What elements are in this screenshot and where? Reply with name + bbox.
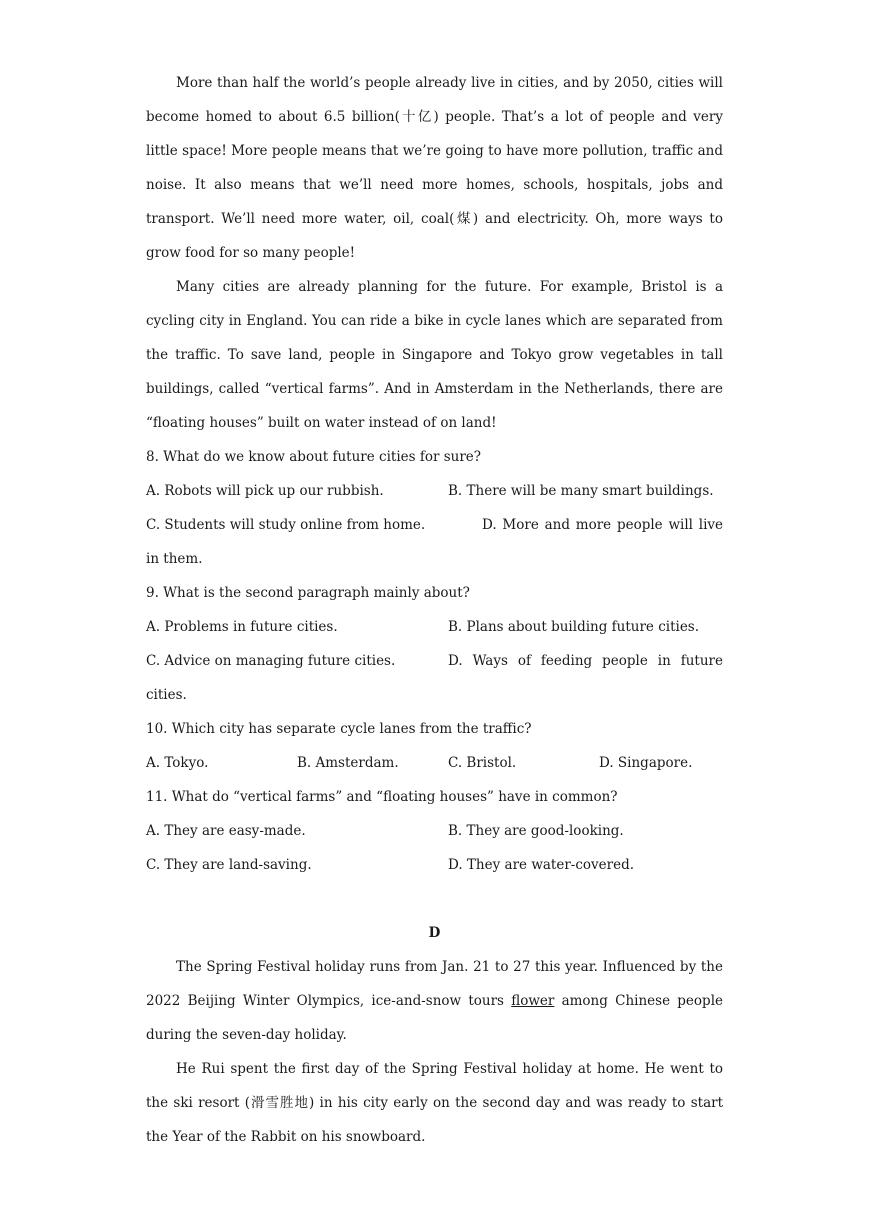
question-9-option-a: A. Problems in future cities. (146, 619, 338, 635)
question-8-option-a: A. Robots will pick up our rubbish. (146, 483, 384, 499)
passage-d-paragraph-1 (146, 950, 723, 1052)
question-10-stem: 10. Which city has separate cycle lanes from the traffic? (146, 721, 532, 737)
question-10-option-b: B. Amsterdam. (297, 755, 399, 771)
question-9-option-c: C. Advice on managing future cities. (146, 653, 396, 669)
passage-d-heading: D (428, 925, 441, 941)
passage-d-p1-after: among Chinese people during the seven-day holiday. (146, 993, 723, 1043)
question-11-stem: 11. What do “vertical farms” and “floating houses” have in common? (146, 789, 618, 805)
question-10-option-c: C. Bristol. (448, 755, 517, 771)
question-8-option-c: C. Students will study online from home. (146, 517, 426, 533)
question-10-options-row (146, 746, 723, 780)
passage-c-paragraph-1: More than half the world’s people already live in cities, and by 2050, cities will become homed to about 6.5 billion(十亿) people. That’s a lot of people and very little space! More people means that we’re going to have more pollution, traffic and noise. It also means that we’ll need more homes, schools, hospitals, jobs and transport. We’ll need more water, oil, coal(煤) and electricity. Oh, more ways to grow food for so many people! (146, 75, 723, 261)
question-11-option-b: B. They are good-looking. (448, 823, 624, 839)
passage-d-p1-before: The Spring Festival holiday runs from Jan. 21 to 27 this year. Influenced by the 2022 Beijing Winter Olympics, ice-and-snow tours (146, 959, 723, 1009)
passage-d-paragraph-2: He Rui spent the first day of the Spring Festival holiday at home. He went to the ski resort (滑雪胜地) in his city early on the second day and was ready to start the Year of the Rabbit on his snowboard. (146, 1061, 723, 1145)
question-9-stem: 9. What is the second paragraph mainly about? (146, 585, 470, 601)
question-8-options-row-1 (146, 474, 723, 508)
question-8-option-b: B. There will be many smart buildings. (448, 483, 714, 499)
document-content (146, 66, 723, 1154)
question-9-options-row-1 (146, 610, 723, 644)
question-11-options-row-1 (146, 814, 723, 848)
question-11-option-c: C. They are land-saving. (146, 857, 312, 873)
question-11-option-a: A. They are easy-made. (146, 823, 306, 839)
question-9-option-b: B. Plans about building future cities. (448, 619, 700, 635)
passage-c-paragraph-2: Many cities are already planning for the future. For example, Bristol is a cycling city in England. You can ride a bike in cycle lanes which are separated from the traffic. To save land, people in Singapore and Tokyo grow vegetables in tall buildings, called “vertical farms”. And in Amsterdam in the Netherlands, there are “floating houses” built on water instead of on land! (146, 279, 723, 431)
question-8-stem: 8. What do we know about future cities for sure? (146, 449, 482, 465)
question-11-options-row-2 (146, 848, 723, 882)
question-10-option-a: A. Tokyo. (146, 755, 209, 771)
question-8-option-d: D. More and more people will live in them. (146, 517, 723, 567)
underlined-word-flower: flower (511, 993, 555, 1009)
question-10-option-d: D. Singapore. (599, 755, 693, 771)
question-11-option-d: D. They are water-covered. (448, 857, 635, 873)
question-9-option-d: D. Ways of feeding people in future cities. (146, 653, 723, 703)
